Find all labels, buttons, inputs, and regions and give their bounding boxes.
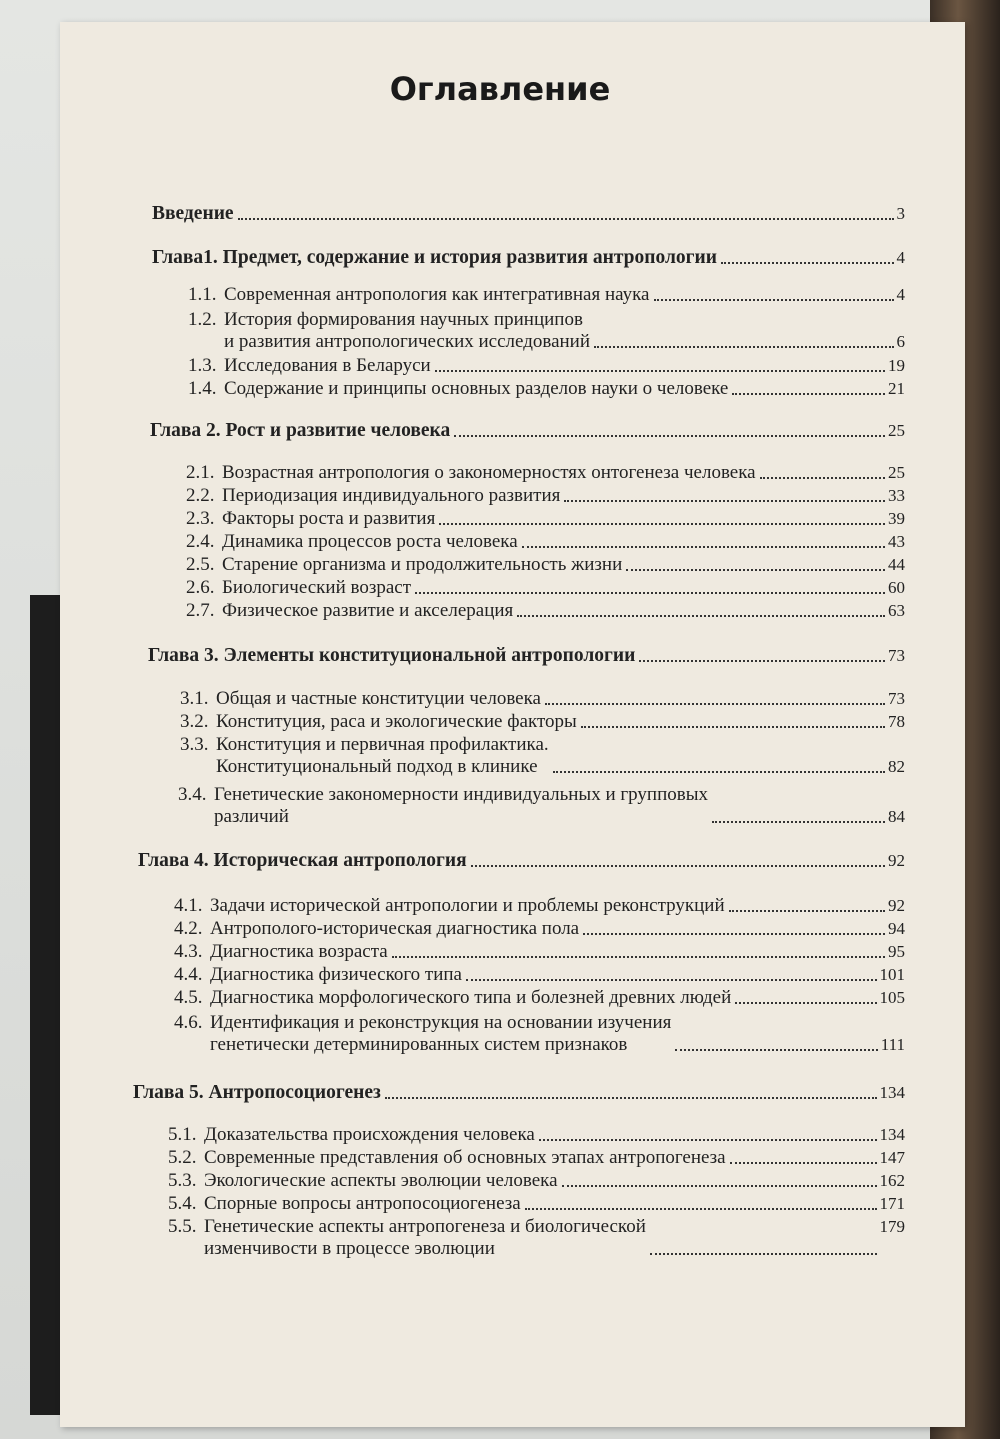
toc-section-3-2 bbox=[180, 711, 905, 733]
toc-entry-title bbox=[216, 734, 549, 778]
toc-entry-title: Общая и частные конституции человека bbox=[216, 688, 541, 709]
toc-section-4-1 bbox=[174, 895, 905, 917]
toc-entry-title: Современные представления об основных этапах антропогенеза bbox=[204, 1147, 726, 1168]
toc-section-number: 1.4. bbox=[188, 378, 217, 399]
toc-entry-title-line: и развития антропологических исследований bbox=[224, 331, 591, 352]
toc-entry-title: Задачи исторической антропологии и проблемы реконструкций bbox=[210, 895, 725, 916]
toc-page-number: 43 bbox=[888, 532, 905, 551]
toc-chapter-3 bbox=[148, 645, 905, 667]
toc-section-2-3 bbox=[186, 508, 905, 530]
toc-entry-title: Диагностика морфологического типа и болезней древних людей bbox=[210, 987, 732, 1008]
toc-section-number: 5.4. bbox=[168, 1193, 197, 1214]
toc-section-5-1 bbox=[168, 1124, 905, 1146]
toc-section-3-3 bbox=[180, 734, 905, 778]
toc-entry-title: Диагностика возраста bbox=[210, 941, 388, 962]
leader-dots bbox=[564, 500, 885, 502]
leader-dots bbox=[539, 1139, 877, 1141]
toc-page-number: 105 bbox=[879, 988, 905, 1007]
page-title: Оглавление bbox=[389, 70, 611, 108]
toc-section-number: 2.5. bbox=[186, 554, 215, 575]
toc-section-1-1 bbox=[188, 284, 905, 306]
toc-chapter-4 bbox=[138, 850, 905, 872]
toc-section-number: 4.6. bbox=[174, 1012, 203, 1033]
toc-page-number: 6 bbox=[896, 332, 905, 351]
toc-section-number: 2.7. bbox=[186, 600, 215, 621]
toc-section-5-3 bbox=[168, 1170, 905, 1192]
toc-section-2-7 bbox=[186, 600, 905, 622]
toc-chapter-1 bbox=[152, 247, 905, 269]
leader-dots bbox=[435, 370, 885, 372]
toc-entry-title bbox=[214, 784, 708, 828]
leader-dots bbox=[594, 346, 893, 348]
leader-dots bbox=[439, 523, 885, 525]
toc-section-number: 2.1. bbox=[186, 462, 215, 483]
toc-entry-title-line: изменчивости в процессе эволюции bbox=[204, 1238, 495, 1259]
toc-section-number: 3.3. bbox=[180, 734, 209, 755]
toc-intro bbox=[152, 203, 905, 225]
toc-section-number: 5.1. bbox=[168, 1124, 197, 1145]
toc-entry-title: Периодизация индивидуального развития bbox=[222, 485, 561, 506]
toc-entry-title: Биологический возраст bbox=[222, 577, 411, 598]
leader-dots bbox=[583, 933, 885, 935]
toc-page-number: 33 bbox=[888, 486, 905, 505]
toc-section-2-5 bbox=[186, 554, 905, 576]
toc-page-number: 171 bbox=[879, 1194, 905, 1213]
toc-entry-title: Динамика процессов роста человека bbox=[222, 531, 518, 552]
leader-dots bbox=[712, 821, 885, 823]
toc-section-4-4 bbox=[174, 964, 905, 986]
toc-page-number: 25 bbox=[888, 463, 905, 482]
toc-page-number: 179 bbox=[879, 1217, 905, 1236]
leader-dots bbox=[517, 615, 885, 617]
toc-section-number: 1.3. bbox=[188, 355, 217, 376]
leader-dots bbox=[471, 865, 885, 867]
toc-page-number: 78 bbox=[888, 712, 905, 731]
toc-section-5-2 bbox=[168, 1147, 905, 1169]
toc-section-number: 3.1. bbox=[180, 688, 209, 709]
leader-dots bbox=[735, 1002, 876, 1004]
leader-dots bbox=[525, 1208, 877, 1210]
leader-dots bbox=[581, 726, 885, 728]
toc-section-2-6 bbox=[186, 577, 905, 599]
toc-section-5-5 bbox=[168, 1216, 905, 1260]
toc-page-number: 3 bbox=[896, 204, 905, 223]
leader-dots bbox=[639, 660, 885, 662]
toc-entry-title: Глава 2. Рост и развитие человека bbox=[150, 420, 451, 441]
toc-section-1-3 bbox=[188, 355, 905, 377]
toc-page-number: 44 bbox=[888, 555, 905, 574]
toc-section-number: 3.4. bbox=[178, 784, 207, 805]
toc-entry-title: Диагностика физического типа bbox=[210, 964, 462, 985]
toc-section-number: 2.2. bbox=[186, 485, 215, 506]
toc-section-4-5 bbox=[174, 987, 905, 1009]
leader-dots bbox=[385, 1097, 877, 1099]
toc-section-number: 4.5. bbox=[174, 987, 203, 1008]
leader-dots bbox=[654, 299, 894, 301]
toc-section-number: 2.3. bbox=[186, 508, 215, 529]
toc-page-number: 134 bbox=[879, 1083, 905, 1102]
leader-dots bbox=[760, 477, 885, 479]
toc-entry-title: Старение организма и продолжительность жизни bbox=[222, 554, 623, 575]
toc-section-number: 4.1. bbox=[174, 895, 203, 916]
toc-section-4-2 bbox=[174, 918, 905, 940]
leader-dots bbox=[238, 218, 894, 220]
toc-entry-title: Содержание и принципы основных разделов науки о человеке bbox=[224, 378, 729, 399]
toc-entry-title: Глава1. Предмет, содержание и история развития антропологии bbox=[152, 247, 718, 268]
toc-section-2-4 bbox=[186, 531, 905, 553]
toc-section-3-1 bbox=[180, 688, 905, 710]
toc-page-number: 25 bbox=[888, 421, 905, 440]
toc-page-number: 147 bbox=[879, 1148, 905, 1167]
toc-entry-title: Факторы роста и развития bbox=[222, 508, 436, 529]
toc-entry-title: Современная антропология как интегративная наука bbox=[224, 284, 650, 305]
toc-section-2-1 bbox=[186, 462, 905, 484]
toc-page-number: 4 bbox=[896, 285, 905, 304]
toc-section-number: 4.3. bbox=[174, 941, 203, 962]
toc-page-number: 95 bbox=[888, 942, 905, 961]
toc-page-number: 63 bbox=[888, 601, 905, 620]
toc-section-1-4 bbox=[188, 378, 905, 400]
toc-section-number: 5.3. bbox=[168, 1170, 197, 1191]
toc-entry-title-line: Конституция и первичная профилактика. bbox=[216, 734, 549, 755]
toc-chapter-5 bbox=[133, 1082, 905, 1104]
toc-entry-title-line: генетически детерминированных систем признаков bbox=[210, 1034, 628, 1055]
toc-section-2-2 bbox=[186, 485, 905, 507]
toc-entry-title bbox=[204, 1216, 646, 1260]
toc-section-3-4 bbox=[178, 784, 905, 828]
toc-entry-title: Возрастная антропология о закономерностях онтогенеза человека bbox=[222, 462, 756, 483]
toc-entry-title: Конституция, раса и экологические факторы bbox=[216, 711, 577, 732]
toc-section-number: 3.2. bbox=[180, 711, 209, 732]
toc-page-number: 111 bbox=[880, 1035, 905, 1054]
toc-entry-title: Доказательства происхождения человека bbox=[204, 1124, 535, 1145]
toc-page-number: 73 bbox=[888, 689, 905, 708]
toc-page-number: 39 bbox=[888, 509, 905, 528]
toc-entry-title-line: Генетические аспекты антропогенеза и биологической bbox=[204, 1216, 646, 1237]
toc-page-number: 94 bbox=[888, 919, 905, 938]
toc-entry-title-line: Идентификация и реконструкция на основании изучения bbox=[210, 1012, 672, 1033]
toc-chapter-2 bbox=[150, 420, 905, 442]
toc-page-number: 92 bbox=[888, 851, 905, 870]
toc-entry-title: Глава 3. Элементы конституциональной антропологии bbox=[148, 645, 636, 666]
leader-dots bbox=[675, 1049, 877, 1051]
toc-page-number: 162 bbox=[879, 1171, 905, 1190]
leader-dots bbox=[415, 592, 885, 594]
toc-entry-title: Глава 5. Антропосоциогенез bbox=[133, 1082, 381, 1103]
toc-entry-title: Экологические аспекты эволюции человека bbox=[204, 1170, 558, 1191]
toc-entry-title-line: различий bbox=[214, 806, 289, 827]
toc-entry-title bbox=[210, 1012, 671, 1056]
toc-section-5-4 bbox=[168, 1193, 905, 1215]
leader-dots bbox=[730, 1162, 877, 1164]
toc-entry-title: Введение bbox=[152, 203, 234, 224]
toc-entry-title-line: История формирования научных принципов bbox=[224, 309, 583, 330]
leader-dots bbox=[522, 546, 885, 548]
toc-page-number: 82 bbox=[888, 757, 905, 776]
leader-dots bbox=[545, 703, 885, 705]
toc-page-number: 21 bbox=[888, 379, 905, 398]
toc-entry-title: Спорные вопросы антропосоциогенеза bbox=[204, 1193, 521, 1214]
toc-page-number: 84 bbox=[888, 807, 905, 826]
leader-dots bbox=[562, 1185, 877, 1187]
toc-section-number: 1.2. bbox=[188, 309, 217, 330]
toc-section-number: 2.4. bbox=[186, 531, 215, 552]
toc-entry-title: Глава 4. Историческая антропология bbox=[138, 850, 467, 871]
leader-dots bbox=[732, 393, 885, 395]
leader-dots bbox=[553, 771, 885, 773]
toc-page-number: 19 bbox=[888, 356, 905, 375]
leader-dots bbox=[466, 979, 877, 981]
toc-section-number: 2.6. bbox=[186, 577, 215, 598]
toc-section-number: 4.2. bbox=[174, 918, 203, 939]
leader-dots bbox=[392, 956, 885, 958]
toc-entry-title: Физическое развитие и акселерация bbox=[222, 600, 514, 621]
toc-section-number: 5.5. bbox=[168, 1216, 197, 1237]
leader-dots bbox=[626, 569, 885, 571]
leader-dots bbox=[721, 262, 893, 264]
toc-entry-title-line: Конституциональный подход в клинике bbox=[216, 756, 538, 777]
toc-page-number: 73 bbox=[888, 646, 905, 665]
toc-section-number: 1.1. bbox=[188, 284, 217, 305]
leader-dots bbox=[729, 910, 885, 912]
toc-section-number: 4.4. bbox=[174, 964, 203, 985]
toc-entry-title: Исследования в Беларуси bbox=[224, 355, 431, 376]
leader-dots bbox=[650, 1253, 877, 1255]
leader-dots bbox=[454, 435, 885, 437]
toc-page-number: 92 bbox=[888, 896, 905, 915]
toc-page-number: 4 bbox=[896, 248, 905, 267]
toc-section-4-6 bbox=[174, 1012, 905, 1056]
toc-entry-title-line: Генетические закономерности индивидуальных и групповых bbox=[214, 784, 708, 805]
toc-section-1-2 bbox=[188, 309, 905, 353]
toc-section-4-3 bbox=[174, 941, 905, 963]
toc-page-number: 60 bbox=[888, 578, 905, 597]
toc-page-number: 134 bbox=[879, 1125, 905, 1144]
toc-entry-title: Антрополого-историческая диагностика пола bbox=[210, 918, 580, 939]
toc-section-number: 5.2. bbox=[168, 1147, 197, 1168]
toc-entry-title bbox=[224, 309, 590, 353]
toc-page-number: 101 bbox=[879, 965, 905, 984]
